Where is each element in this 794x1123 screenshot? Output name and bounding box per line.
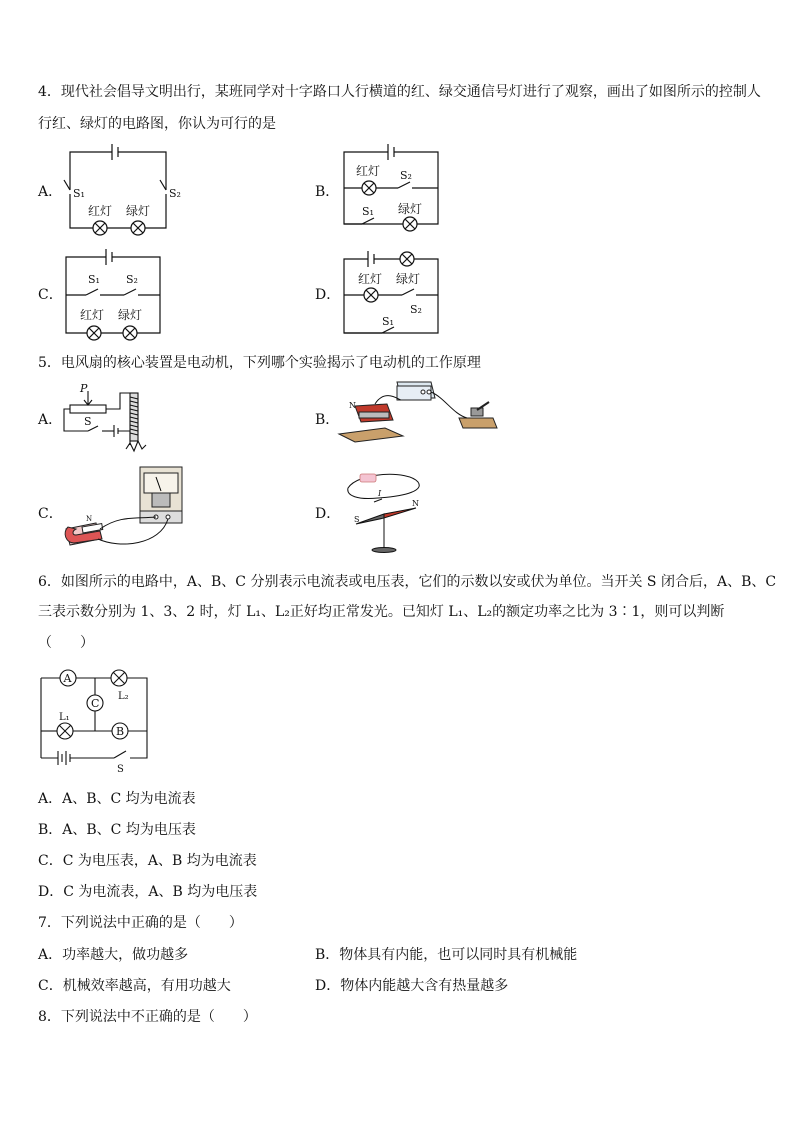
q5-option-c-label[interactable]: C． <box>38 506 63 522</box>
q4b-red-label: 红灯 <box>356 164 381 178</box>
q4-option-c-label[interactable]: C． <box>38 287 63 303</box>
q6-l1-label: L₁ <box>59 712 70 723</box>
q4d-green-label: 绿灯 <box>396 272 421 286</box>
q4d-red-label: 红灯 <box>358 272 383 286</box>
q5-figure-b-motor-effect <box>335 378 505 448</box>
q4d-s2-label: S₂ <box>410 303 422 316</box>
q4-circuit-b <box>338 142 448 242</box>
q7-option-d[interactable]: D．物体内能越大含有热量越多 <box>315 978 509 994</box>
q4-circuit-c <box>60 245 170 345</box>
q8-stem: 8．下列说法中不正确的是（ ） <box>38 1009 257 1025</box>
q4a-s1-label: S₁ <box>73 187 85 200</box>
q4-option-a-label[interactable]: A． <box>38 184 63 200</box>
q6-meter-a-label: A <box>63 672 72 685</box>
q7-stem: 7．下列说法中正确的是（ ） <box>38 915 243 931</box>
q5-figure-a-electromagnet <box>60 383 170 453</box>
q6-stem-line2: 三表示数分别为 1、3、2 时，灯 L₁、L₂正好均正常发光。已知灯 L₁、L₂的额定功率之比为 3∶1，则可以判断 <box>38 604 725 620</box>
q4c-red-label: 红灯 <box>80 308 105 322</box>
q5-figure-d-oersted <box>338 468 438 558</box>
q4c-s1-label: S₁ <box>88 273 100 286</box>
q5-figure-c-generator <box>60 465 190 555</box>
q4b-s2-label: S₂ <box>400 169 412 182</box>
q4c-green-label: 绿灯 <box>118 308 143 322</box>
q4-stem-line2: 行红、绿灯的电路图，你认为可行的是 <box>38 116 276 132</box>
q4-circuit-d <box>338 245 448 345</box>
q4c-s2-label: S₂ <box>126 273 138 286</box>
q5-stem: 5．电风扇的核心装置是电动机，下列哪个实验揭示了电动机的工作原理 <box>38 355 481 371</box>
q5d-n-label: N <box>412 499 419 508</box>
q6-option-b[interactable]: B．A、B、C 均为电压表 <box>38 822 196 838</box>
q5-option-d-label[interactable]: D． <box>315 506 341 522</box>
q7-option-b[interactable]: B．物体具有内能，也可以同时具有机械能 <box>315 947 578 963</box>
q6-meter-b-label: B <box>116 725 125 738</box>
q6-stem-line3: （ ） <box>38 635 94 651</box>
q4b-s1-label: S₁ <box>362 205 374 218</box>
q6-circuit <box>38 665 163 775</box>
q4a-green-label: 绿灯 <box>126 204 151 218</box>
q4-circuit-a <box>60 142 180 242</box>
q5a-p-label: P <box>80 382 88 395</box>
q6-stem-line1: 6．如图所示的电路中，A、B、C 分别表示电流表或电压表，它们的示数以安或伏为单位。当开关 S 闭合后，A、B、C <box>38 574 777 590</box>
q7-option-a[interactable]: A．功率越大，做功越多 <box>38 947 189 963</box>
q6-l2-label: L₂ <box>118 691 129 702</box>
q6-option-d[interactable]: D．C 为电流表，A、B 均为电压表 <box>38 884 258 900</box>
q4-stem-line1: 4．现代社会倡导文明出行，某班同学对十字路口人行横道的红、绿交通信号灯进行了观察，画出了如图所示的控制人 <box>38 84 761 100</box>
q5-option-a-label[interactable]: A． <box>38 412 63 428</box>
q4a-s2-label: S₂ <box>169 187 181 200</box>
q4b-green-label: 绿灯 <box>398 202 423 216</box>
q5c-n-label: N <box>86 515 93 523</box>
q4-option-b-label[interactable]: B． <box>315 184 340 200</box>
q6-meter-c-label: C <box>91 697 100 710</box>
q4d-s1-label: S₁ <box>382 315 394 328</box>
q5-option-b-label[interactable]: B． <box>315 412 340 428</box>
q4a-red-label: 红灯 <box>88 204 113 218</box>
q6-option-c[interactable]: C．C 为电压表，A、B 均为电流表 <box>38 853 257 869</box>
q6-option-a[interactable]: A．A、B、C 均为电流表 <box>38 791 196 807</box>
q5a-s-label: S <box>84 415 92 428</box>
q5d-s-label: S <box>354 515 360 524</box>
q5d-i-label: I <box>378 489 382 498</box>
q5b-n-label: N <box>349 401 356 410</box>
q6-s-label: S <box>117 764 124 775</box>
q7-option-c[interactable]: C．机械效率越高，有用功越大 <box>38 978 231 994</box>
q4-option-d-label[interactable]: D． <box>315 287 341 303</box>
